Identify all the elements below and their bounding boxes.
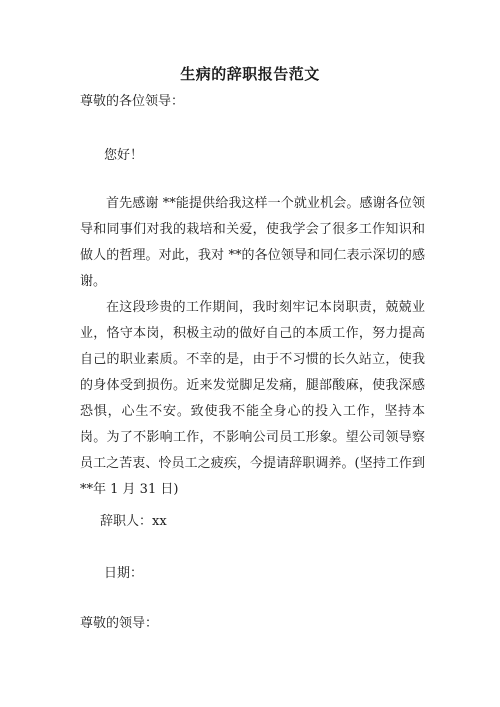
paragraph-thanks: 首先感谢 **能提供给我这样一个就业机会。感谢各位领导和同事们对我的栽培和关爱，使我学会了很多工作知识和做人的哲理。对此，我对 **的各位领导和同仁表示深切的感谢。 [80, 196, 425, 289]
paragraph-reason: 在这段珍贵的工作期间，我时刻牢记本岗职责，兢兢业业，恪守本岗，积极主动的做好自己的本质工作，努力提高自己的职业素质。不幸的是，由于不习惯的长久站立，使我的身体受到损伤。近来发觉脚足发痛，腿部酸麻，使我深感恐惧，心生不安。致使我不能全身心的投入工作，坚持本岗。为了不影响工作，不影响公司员工形象。望公司领导察员工之苦衷、怜员工之疲疾，今提请辞职调养。(坚持工作到**年 1 月 31 日) [80, 300, 425, 497]
greeting: 您好！ [104, 148, 144, 163]
document-title: 生病的辞职报告范文 [180, 65, 320, 83]
salutation-second: 尊敬的领导： [80, 616, 159, 631]
resigner-line: 辞职人：xx [100, 514, 167, 529]
salutation: 尊敬的各位领导： [80, 94, 185, 109]
date-line: 日期： [104, 566, 144, 581]
